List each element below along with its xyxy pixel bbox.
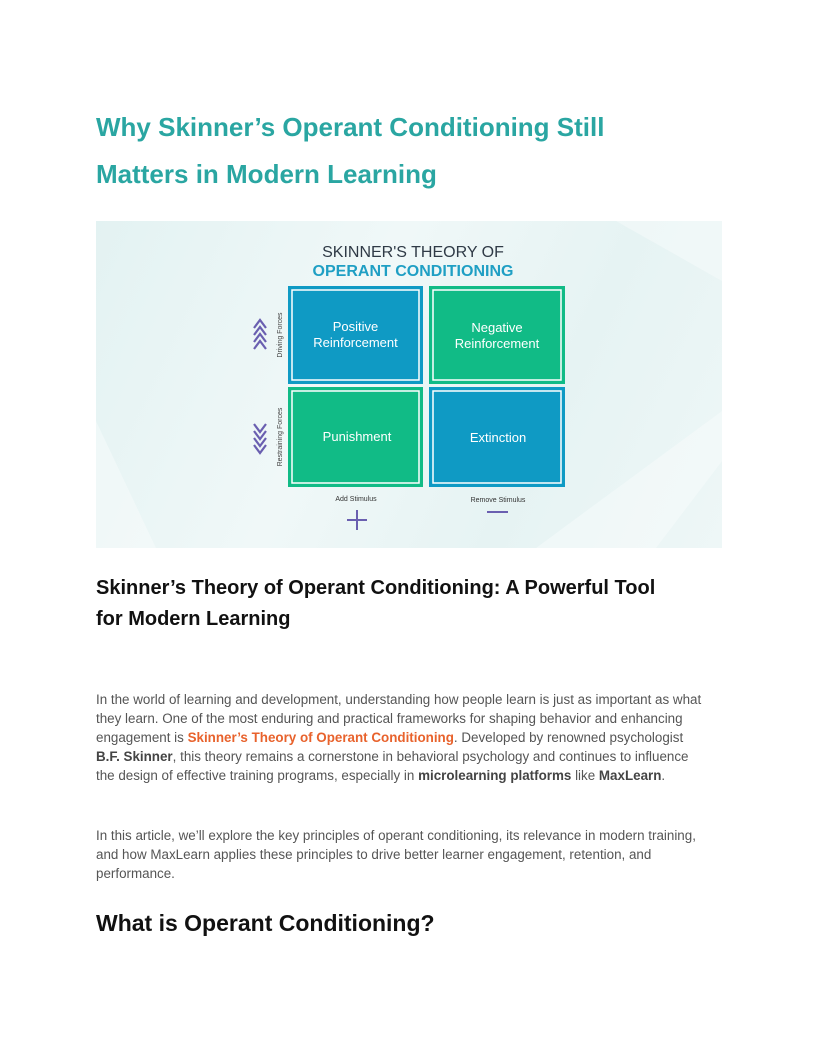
operant-conditioning-figure xyxy=(96,221,722,548)
quadrant-extinction-label: Extinction xyxy=(469,430,527,445)
article-overview-paragraph: In this article, we’ll explore the key principles of operant conditioning, its relevance in modern training, and how MaxLearn applies these principles to drive better learner engagement, retention, and performance. xyxy=(96,828,696,881)
figure-graphic xyxy=(96,221,722,548)
intro-text-1: In the world of learning and development, understanding how people learn is just as important as what they learn. One of the most enduring and practical frameworks for shaping behavior and enhancing engagement is xyxy=(96,692,702,745)
skinner-theory-link[interactable]: Skinner’s Theory of Operant Conditioning xyxy=(187,730,454,745)
quadrant-negative-label1: Negative xyxy=(471,320,523,335)
quadrant-punishment-label: Punishment xyxy=(322,429,392,444)
intro-text-2: . Developed by renowned psychologist xyxy=(453,730,684,745)
article-subtitle-line1: Skinner’s Theory of Operant Conditioning: A Powerful Tool xyxy=(96,577,656,599)
x-label-remove-stimulus: Remove Stimulus xyxy=(470,497,526,504)
quadrant-negative-label2: Reinforcement xyxy=(454,336,540,351)
chevron-up-icon xyxy=(254,320,266,349)
plus-icon xyxy=(347,510,367,530)
intro-text-3: , this theory remains a cornerstone in behavioral psychology and continues to influence the design of effective training programs, especially in xyxy=(96,749,689,783)
intro-bold-maxlearn: MaxLearn xyxy=(598,768,662,783)
quadrant-positive-label2: Reinforcement xyxy=(313,335,398,350)
quadrant-positive-reinforcement xyxy=(288,286,423,384)
article-title-line1: Why Skinner’s Operant Conditioning Still xyxy=(96,112,605,142)
quadrant-punishment xyxy=(288,387,423,487)
chevron-down-icon xyxy=(254,424,266,453)
article-title-line2: Matters in Modern Learning xyxy=(96,159,437,189)
figure-heading-line1: SKINNER'S THEORY OF xyxy=(322,244,504,261)
intro-paragraph xyxy=(96,690,710,785)
x-label-add-stimulus: Add Stimulus xyxy=(335,496,377,503)
figure-heading-line2: OPERANT CONDITIONING xyxy=(312,263,514,280)
article-subtitle-line2: for Modern Learning xyxy=(96,608,291,630)
intro-bold-bf-skinner: B.F. Skinner xyxy=(96,749,173,764)
quadrant-extinction xyxy=(429,387,565,487)
intro-text-5: . xyxy=(661,768,666,783)
intro-text-4: like xyxy=(571,768,599,783)
y-label-restraining-forces: Restraining Forces xyxy=(277,407,284,467)
quadrant-positive-label1: Positive xyxy=(332,319,379,334)
article-title xyxy=(96,104,696,198)
intro-bold-microlearning: microlearning platforms xyxy=(418,768,572,783)
article-subtitle xyxy=(96,573,716,635)
y-label-driving-forces: Driving Forces xyxy=(277,312,284,358)
quadrant-negative-reinforcement xyxy=(429,286,565,384)
section-heading: What is Operant Conditioning? xyxy=(96,910,435,936)
